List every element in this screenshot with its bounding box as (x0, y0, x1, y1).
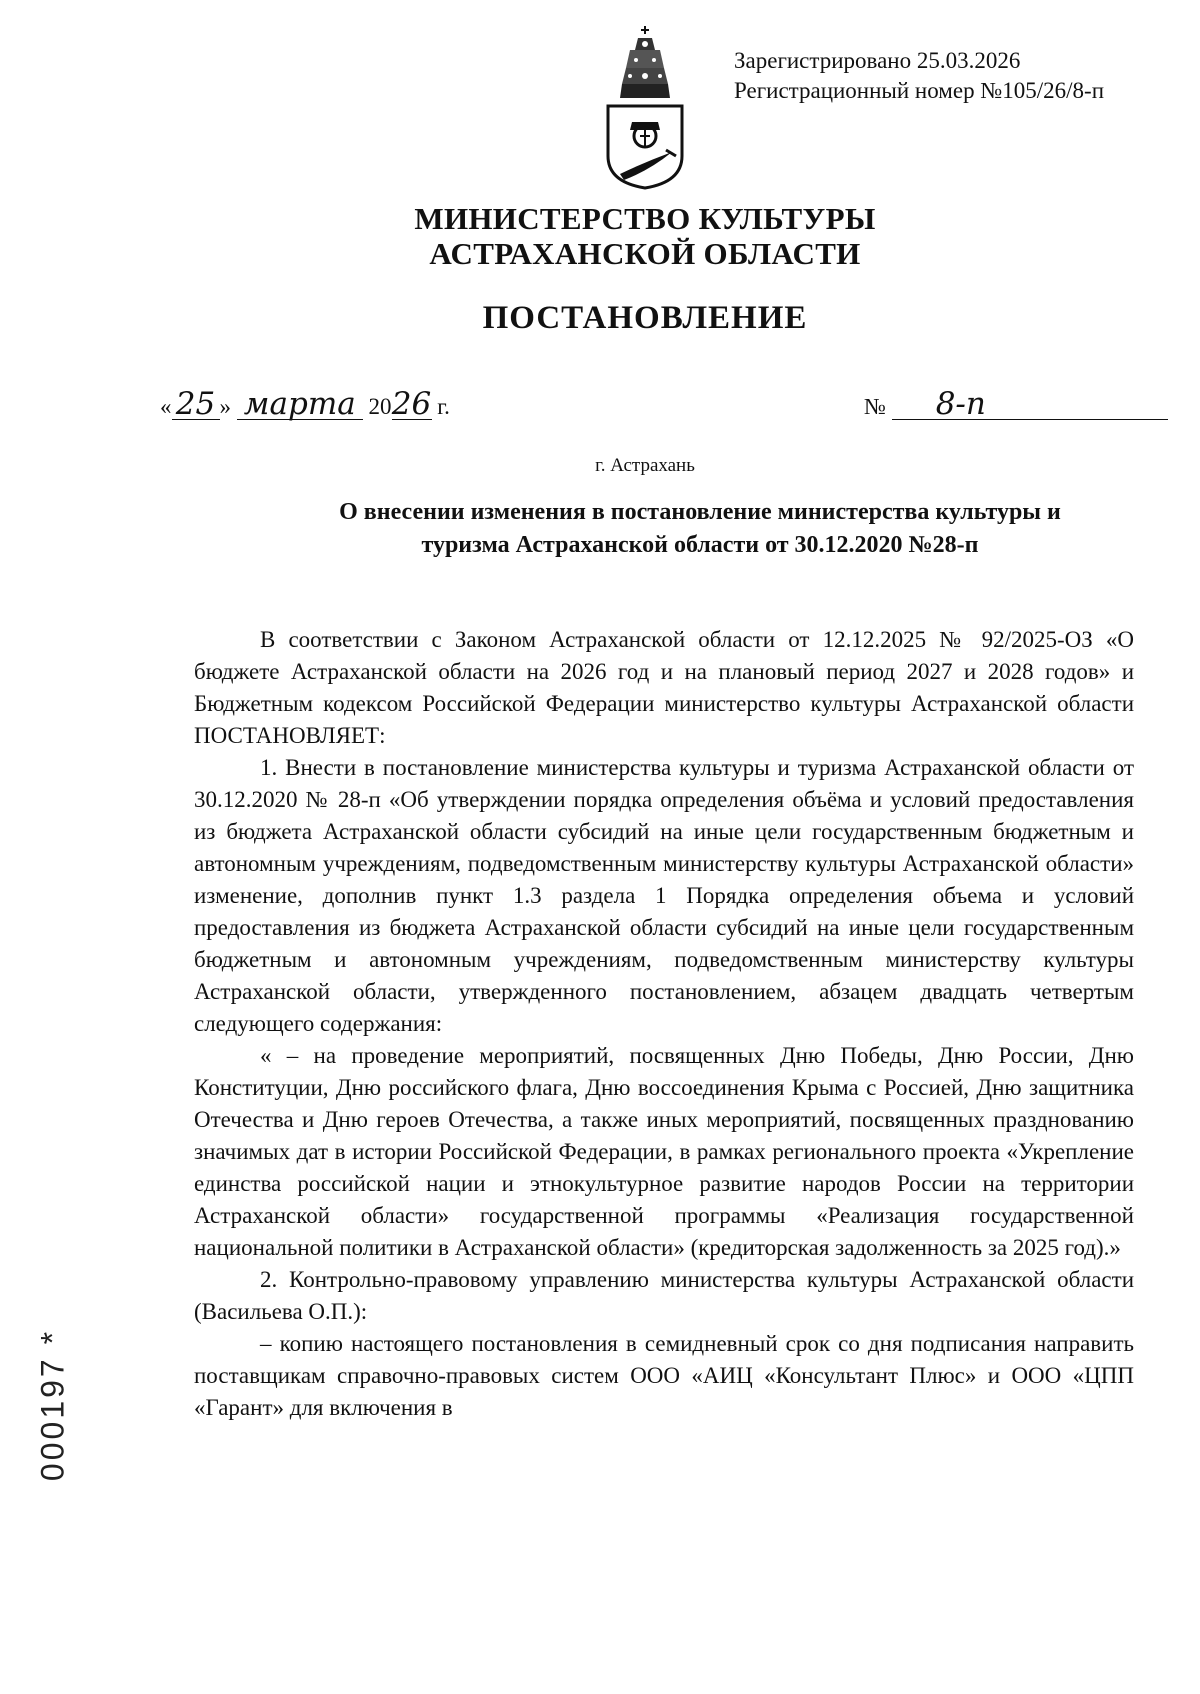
date-close-quote: » (219, 394, 231, 419)
document-date (160, 386, 450, 422)
margin-stamp (28, 1310, 78, 1500)
registration-number: Регистрационный номер №105/26/8-п (734, 78, 1105, 103)
paragraph-item-2: 2. Контрольно-правовому управлению министерства культуры Астраханской области (Васильева О.П.): (194, 1267, 1134, 1324)
subject-line-1: О внесении изменения в постановление министерства культуры и (339, 499, 1061, 525)
date-month: марта (237, 389, 363, 420)
organization-line-2: АСТРАХАНСКОЙ ОБЛАСТИ (429, 236, 861, 271)
document-number (864, 386, 1168, 422)
paragraph-item-2-dash: – копию настоящего постановления в семидневный срок со дня подписания направить поставщикам справочно-правовых систем ООО «АИЦ «Консультант Плюс» и ООО «ЦПП «Гарант» для включения в (194, 1331, 1134, 1420)
registration-date: Зарегистрировано 25.03.2026 (734, 48, 1021, 73)
city: г. Астрахань (595, 455, 695, 476)
organization-line-1: МИНИСТЕРСТВО КУЛЬТУРЫ (414, 201, 876, 236)
date-open-quote: « (160, 394, 172, 419)
date-year-prefix: 20 (368, 394, 392, 419)
paragraph-quoted-amendment: « – на проведение мероприятий, посвященных Дню Победы, Дню России, Дню Конституции, Дню российского флага, Дню воссоединения Крыма с Россией, Дню защитника Отечества и Дню героев Отечества, а также иных мероприятий, посвященных празднованию значимых дат в истории Российской Федерации, в рамках регионального проекта «Укрепление единства российской нации и этнокультурное развитие народов России на территории Астраханской области» государственной программы «Реализация государственной национальной политики в Астраханской области» (кредиторская задолженность за 2025 год).» (194, 1043, 1134, 1260)
number-label: № (864, 394, 886, 419)
date-day: 25 (172, 389, 220, 420)
coat-of-arms-icon (600, 24, 690, 190)
organization-name (0, 201, 1200, 271)
registration-info (734, 46, 1104, 106)
document-subject (180, 496, 1200, 562)
margin-stamp-text: 000197 * (34, 1328, 71, 1482)
document-type: ПОСТАНОВЛЕНИЕ (482, 300, 808, 336)
date-year-suffix: 26 (391, 386, 432, 422)
subject-line-2: туризма Астраханской области от 30.12.2020 №28-п (421, 532, 979, 558)
paragraph-item-1: 1. Внести в постановление министерства культуры и туризма Астраханской области от 30.12.2020 № 28-п «Об утверждении порядка определения объёма и условий предоставления из бюджета Астраханской области субсидий на иные цели государственным бюджетным и автономным учреждениям, подведомственным министерству культуры Астраханской области» изменение, дополнив пункт 1.3 раздела 1 Порядка определения объема и условий предоставления из бюджета Астраханской области субсидий на иные цели государственным бюджетным и автономным учреждениям, подведомственным министерству культуры Астраханской области, утвержденного постановлением, абзацем двадцать четвертым следующего содержания: (194, 755, 1134, 1036)
document-body (194, 624, 1134, 1424)
date-year-unit: г. (437, 394, 450, 419)
paragraph-preamble: В соответствии с Законом Астраханской области от 12.12.2025 № 92/2025-ОЗ «О бюджете Астраханской области на 2026 год и на плановый период 2027 и 2028 годов» и Бюджетным кодексом Российской Федерации министерство культуры Астраханской области ПОСТАНОВЛЯЕТ: (194, 627, 1134, 748)
number-value: 8-п (892, 389, 1168, 420)
